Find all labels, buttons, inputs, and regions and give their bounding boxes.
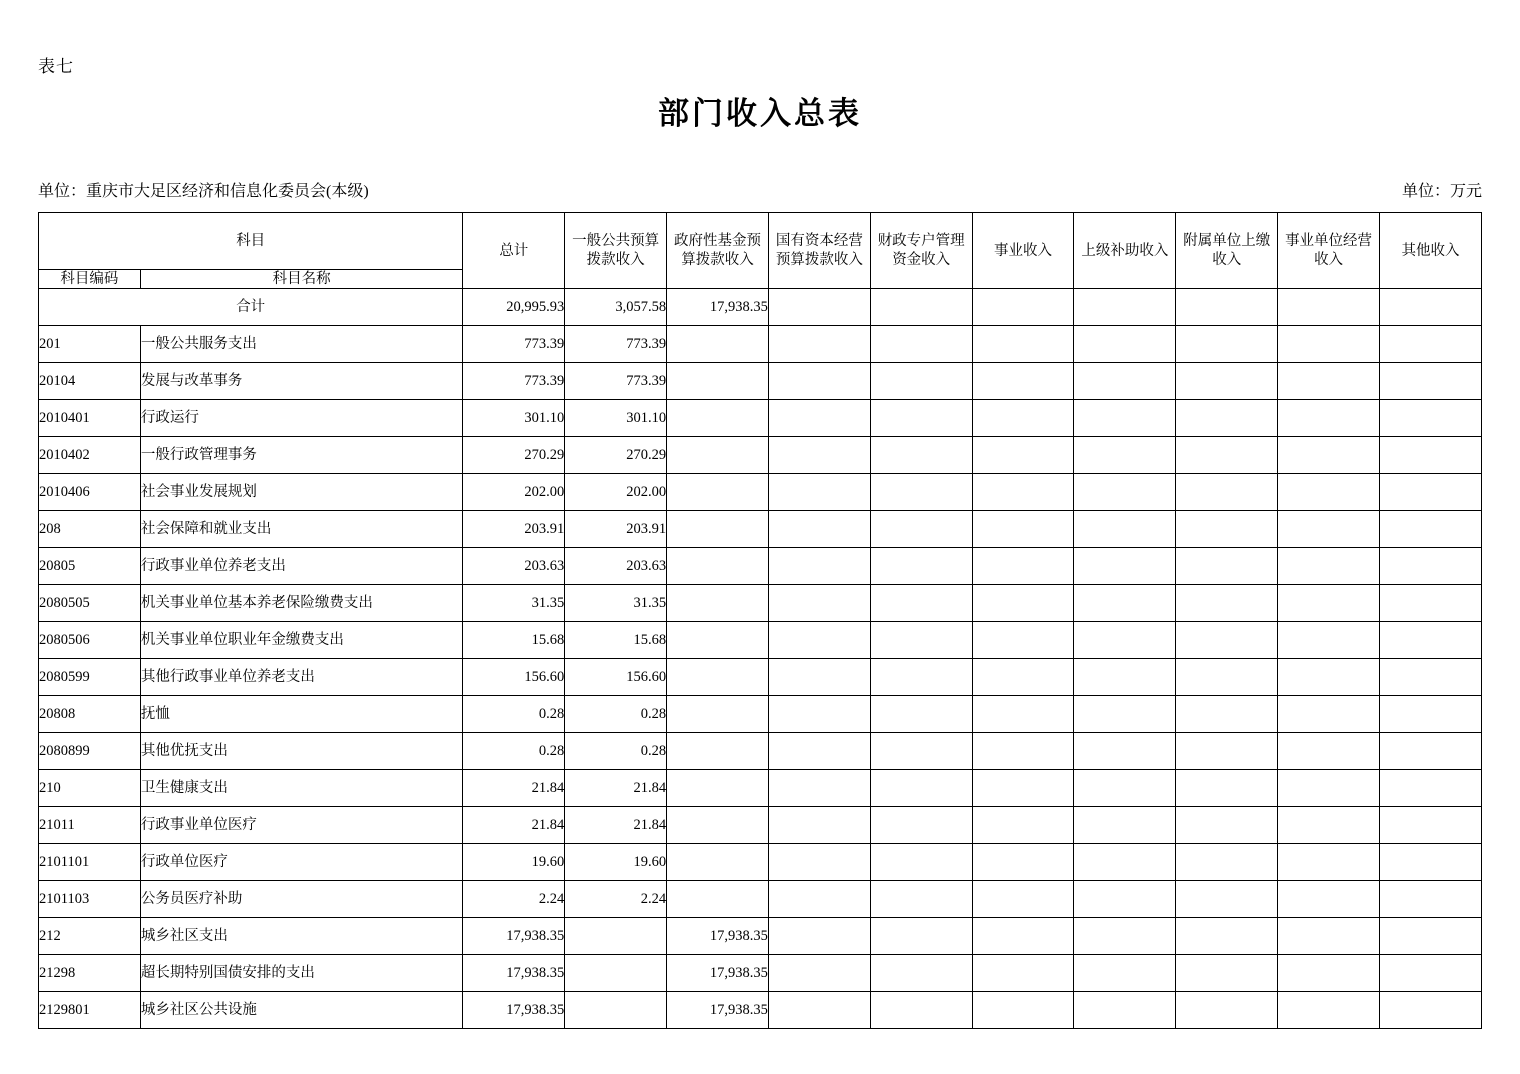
cell-state-capital (768, 511, 870, 548)
table-row (39, 992, 1482, 1029)
cell-subject-code: 2101101 (39, 844, 141, 881)
cell-business-operating (1278, 622, 1380, 659)
table-row (39, 844, 1482, 881)
table-row (39, 733, 1482, 770)
cell-general-budget: 270.29 (565, 437, 667, 474)
cell-total: 203.91 (463, 511, 565, 548)
cell-superior-subsidy (1074, 733, 1176, 770)
cell-affiliated-income (1176, 363, 1278, 400)
cell-subject-name: 城乡社区公共设施 (140, 992, 463, 1029)
cell-state-capital (768, 881, 870, 918)
cell-gov-fund: 17,938.35 (667, 918, 769, 955)
cell-subject-name: 发展与改革事务 (140, 363, 463, 400)
table-row (39, 696, 1482, 733)
cell-general-budget: 0.28 (565, 733, 667, 770)
cell-other-income (1379, 511, 1481, 548)
cell-subject-code: 208 (39, 511, 141, 548)
cell-subject-code: 2080505 (39, 585, 141, 622)
cell-business-operating (1278, 511, 1380, 548)
total-state-capital (768, 289, 870, 326)
table-row (39, 326, 1482, 363)
header-col-general-budget: 一般公共预算拨款收入 (565, 213, 667, 289)
cell-business-operating (1278, 844, 1380, 881)
table-body (39, 289, 1482, 1029)
cell-business-income (972, 400, 1074, 437)
table-row (39, 511, 1482, 548)
cell-other-income (1379, 622, 1481, 659)
cell-gov-fund: 17,938.35 (667, 955, 769, 992)
cell-gov-fund (667, 659, 769, 696)
table-row (39, 881, 1482, 918)
cell-business-income (972, 770, 1074, 807)
cell-business-income (972, 474, 1074, 511)
cell-gov-fund (667, 807, 769, 844)
cell-affiliated-income (1176, 548, 1278, 585)
cell-general-budget: 21.84 (565, 770, 667, 807)
table-row (39, 474, 1482, 511)
cell-subject-name: 机关事业单位基本养老保险缴费支出 (140, 585, 463, 622)
cell-subject-name: 卫生健康支出 (140, 770, 463, 807)
cell-fiscal-account (870, 696, 972, 733)
cell-subject-name: 超长期特别国债安排的支出 (140, 955, 463, 992)
header-col-fiscal-account: 财政专户管理资金收入 (870, 213, 972, 289)
cell-gov-fund (667, 474, 769, 511)
cell-gov-fund (667, 548, 769, 585)
cell-other-income (1379, 992, 1481, 1029)
cell-other-income (1379, 400, 1481, 437)
cell-subject-name: 社会事业发展规划 (140, 474, 463, 511)
total-gov-fund: 17,938.35 (667, 289, 769, 326)
cell-fiscal-account (870, 844, 972, 881)
cell-fiscal-account (870, 363, 972, 400)
cell-state-capital (768, 659, 870, 696)
cell-superior-subsidy (1074, 992, 1176, 1029)
cell-gov-fund (667, 696, 769, 733)
cell-other-income (1379, 844, 1481, 881)
cell-subject-code: 210 (39, 770, 141, 807)
cell-gov-fund (667, 622, 769, 659)
cell-subject-code: 212 (39, 918, 141, 955)
total-label: 合计 (39, 289, 463, 326)
department-unit-label: 单位：重庆市大足区经济和信息化委员会(本级) (38, 183, 369, 200)
cell-business-operating (1278, 770, 1380, 807)
cell-business-operating (1278, 585, 1380, 622)
cell-subject-name: 城乡社区支出 (140, 918, 463, 955)
cell-fiscal-account (870, 437, 972, 474)
cell-subject-code: 2101103 (39, 881, 141, 918)
cell-state-capital (768, 326, 870, 363)
cell-affiliated-income (1176, 622, 1278, 659)
cell-other-income (1379, 437, 1481, 474)
form-number: 表七 (38, 57, 74, 76)
cell-fiscal-account (870, 992, 972, 1029)
cell-affiliated-income (1176, 400, 1278, 437)
table-row (39, 622, 1482, 659)
cell-business-income (972, 733, 1074, 770)
cell-subject-code: 21011 (39, 807, 141, 844)
cell-total: 0.28 (463, 696, 565, 733)
cell-gov-fund (667, 326, 769, 363)
cell-affiliated-income (1176, 992, 1278, 1029)
cell-subject-name: 行政事业单位养老支出 (140, 548, 463, 585)
cell-business-income (972, 844, 1074, 881)
cell-gov-fund (667, 881, 769, 918)
cell-total: 17,938.35 (463, 955, 565, 992)
cell-fiscal-account (870, 659, 972, 696)
meta-row (38, 178, 1482, 202)
cell-total: 15.68 (463, 622, 565, 659)
table-row (39, 400, 1482, 437)
cell-subject-name: 一般公共服务支出 (140, 326, 463, 363)
cell-affiliated-income (1176, 844, 1278, 881)
table-total-row (39, 289, 1482, 326)
cell-affiliated-income (1176, 437, 1278, 474)
cell-affiliated-income (1176, 918, 1278, 955)
cell-subject-name: 公务员医疗补助 (140, 881, 463, 918)
cell-superior-subsidy (1074, 881, 1176, 918)
table-row (39, 548, 1482, 585)
cell-superior-subsidy (1074, 622, 1176, 659)
cell-fiscal-account (870, 770, 972, 807)
cell-subject-code: 20805 (39, 548, 141, 585)
cell-subject-code: 2010406 (39, 474, 141, 511)
cell-business-income (972, 992, 1074, 1029)
cell-subject-name: 行政事业单位医疗 (140, 807, 463, 844)
cell-affiliated-income (1176, 474, 1278, 511)
header-col-state-capital: 国有资本经营预算拨款收入 (768, 213, 870, 289)
cell-general-budget: 2.24 (565, 881, 667, 918)
cell-state-capital (768, 770, 870, 807)
header-subject-group: 科目 (39, 213, 463, 270)
cell-fiscal-account (870, 807, 972, 844)
cell-subject-name: 行政运行 (140, 400, 463, 437)
cell-subject-code: 2080899 (39, 733, 141, 770)
cell-state-capital (768, 585, 870, 622)
cell-business-income (972, 363, 1074, 400)
cell-business-income (972, 585, 1074, 622)
cell-total: 2.24 (463, 881, 565, 918)
cell-subject-name: 机关事业单位职业年金缴费支出 (140, 622, 463, 659)
cell-subject-name: 抚恤 (140, 696, 463, 733)
cell-business-operating (1278, 881, 1380, 918)
total-business-operating (1278, 289, 1380, 326)
table-row (39, 770, 1482, 807)
cell-gov-fund (667, 437, 769, 474)
table-row (39, 363, 1482, 400)
income-summary-table (38, 212, 1482, 1029)
cell-subject-name: 其他优抚支出 (140, 733, 463, 770)
table-row (39, 585, 1482, 622)
cell-total: 270.29 (463, 437, 565, 474)
header-col-business-income: 事业收入 (972, 213, 1074, 289)
cell-state-capital (768, 955, 870, 992)
cell-subject-code: 2010402 (39, 437, 141, 474)
cell-gov-fund (667, 844, 769, 881)
cell-affiliated-income (1176, 955, 1278, 992)
cell-business-operating (1278, 326, 1380, 363)
table-header (39, 213, 1482, 289)
cell-gov-fund: 17,938.35 (667, 992, 769, 1029)
cell-business-income (972, 918, 1074, 955)
table-row (39, 807, 1482, 844)
cell-state-capital (768, 400, 870, 437)
total-superior-subsidy (1074, 289, 1176, 326)
cell-state-capital (768, 733, 870, 770)
cell-subject-code: 20104 (39, 363, 141, 400)
cell-business-operating (1278, 992, 1380, 1029)
cell-other-income (1379, 474, 1481, 511)
cell-total: 31.35 (463, 585, 565, 622)
header-col-other-income: 其他收入 (1379, 213, 1481, 289)
header-col-affiliated-income: 附属单位上缴收入 (1176, 213, 1278, 289)
cell-business-operating (1278, 437, 1380, 474)
cell-fiscal-account (870, 400, 972, 437)
cell-other-income (1379, 733, 1481, 770)
cell-fiscal-account (870, 548, 972, 585)
header-col-name: 科目名称 (140, 270, 463, 289)
cell-subject-code: 21298 (39, 955, 141, 992)
cell-gov-fund (667, 770, 769, 807)
cell-superior-subsidy (1074, 437, 1176, 474)
page-title: 部门收入总表 (658, 96, 862, 131)
cell-superior-subsidy (1074, 955, 1176, 992)
cell-subject-name: 一般行政管理事务 (140, 437, 463, 474)
header-col-gov-fund: 政府性基金预算拨款收入 (667, 213, 769, 289)
cell-affiliated-income (1176, 733, 1278, 770)
cell-general-budget: 19.60 (565, 844, 667, 881)
cell-business-income (972, 511, 1074, 548)
cell-superior-subsidy (1074, 474, 1176, 511)
cell-affiliated-income (1176, 659, 1278, 696)
cell-affiliated-income (1176, 585, 1278, 622)
cell-fiscal-account (870, 881, 972, 918)
cell-other-income (1379, 955, 1481, 992)
cell-business-income (972, 548, 1074, 585)
cell-general-budget: 773.39 (565, 326, 667, 363)
amount-unit-label: 单位：万元 (1401, 183, 1482, 200)
cell-fiscal-account (870, 585, 972, 622)
cell-subject-code: 2080506 (39, 622, 141, 659)
cell-subject-name: 其他行政事业单位养老支出 (140, 659, 463, 696)
cell-superior-subsidy (1074, 548, 1176, 585)
cell-business-operating (1278, 548, 1380, 585)
cell-general-budget (565, 955, 667, 992)
cell-business-operating (1278, 955, 1380, 992)
cell-total: 17,938.35 (463, 918, 565, 955)
cell-state-capital (768, 363, 870, 400)
cell-subject-code: 2010401 (39, 400, 141, 437)
cell-business-operating (1278, 807, 1380, 844)
cell-affiliated-income (1176, 696, 1278, 733)
cell-affiliated-income (1176, 770, 1278, 807)
cell-fiscal-account (870, 955, 972, 992)
cell-business-operating (1278, 363, 1380, 400)
cell-general-budget: 15.68 (565, 622, 667, 659)
cell-other-income (1379, 585, 1481, 622)
cell-fiscal-account (870, 918, 972, 955)
table-row (39, 918, 1482, 955)
table-row (39, 659, 1482, 696)
cell-business-income (972, 696, 1074, 733)
cell-affiliated-income (1176, 807, 1278, 844)
cell-business-income (972, 622, 1074, 659)
cell-gov-fund (667, 511, 769, 548)
cell-business-income (972, 659, 1074, 696)
cell-business-operating (1278, 733, 1380, 770)
cell-state-capital (768, 548, 870, 585)
total-other-income (1379, 289, 1481, 326)
header-col-total: 总计 (463, 213, 565, 289)
total-total: 20,995.93 (463, 289, 565, 326)
cell-business-operating (1278, 659, 1380, 696)
cell-state-capital (768, 918, 870, 955)
cell-superior-subsidy (1074, 363, 1176, 400)
cell-subject-name: 行政单位医疗 (140, 844, 463, 881)
cell-state-capital (768, 474, 870, 511)
cell-total: 156.60 (463, 659, 565, 696)
cell-superior-subsidy (1074, 585, 1176, 622)
cell-business-income (972, 881, 1074, 918)
cell-subject-code: 201 (39, 326, 141, 363)
cell-total: 21.84 (463, 807, 565, 844)
cell-subject-code: 20808 (39, 696, 141, 733)
cell-state-capital (768, 844, 870, 881)
cell-other-income (1379, 696, 1481, 733)
cell-state-capital (768, 437, 870, 474)
cell-state-capital (768, 992, 870, 1029)
cell-superior-subsidy (1074, 696, 1176, 733)
cell-other-income (1379, 548, 1481, 585)
cell-total: 301.10 (463, 400, 565, 437)
cell-business-income (972, 437, 1074, 474)
cell-other-income (1379, 807, 1481, 844)
cell-total: 773.39 (463, 363, 565, 400)
cell-business-operating (1278, 918, 1380, 955)
cell-general-budget: 0.28 (565, 696, 667, 733)
cell-gov-fund (667, 400, 769, 437)
cell-superior-subsidy (1074, 659, 1176, 696)
cell-total: 21.84 (463, 770, 565, 807)
cell-other-income (1379, 326, 1481, 363)
cell-general-budget: 156.60 (565, 659, 667, 696)
cell-fiscal-account (870, 511, 972, 548)
cell-subject-code: 2129801 (39, 992, 141, 1029)
cell-general-budget: 31.35 (565, 585, 667, 622)
cell-fiscal-account (870, 326, 972, 363)
cell-subject-code: 2080599 (39, 659, 141, 696)
cell-superior-subsidy (1074, 844, 1176, 881)
cell-other-income (1379, 918, 1481, 955)
header-col-superior-subsidy: 上级补助收入 (1074, 213, 1176, 289)
total-business-income (972, 289, 1074, 326)
cell-general-budget: 203.63 (565, 548, 667, 585)
cell-business-income (972, 326, 1074, 363)
cell-superior-subsidy (1074, 770, 1176, 807)
cell-state-capital (768, 807, 870, 844)
cell-business-operating (1278, 400, 1380, 437)
header-col-business-operating: 事业单位经营收入 (1278, 213, 1380, 289)
cell-fiscal-account (870, 622, 972, 659)
cell-affiliated-income (1176, 511, 1278, 548)
cell-general-budget: 203.91 (565, 511, 667, 548)
cell-general-budget (565, 918, 667, 955)
cell-gov-fund (667, 363, 769, 400)
cell-fiscal-account (870, 733, 972, 770)
cell-general-budget: 301.10 (565, 400, 667, 437)
cell-affiliated-income (1176, 881, 1278, 918)
cell-total: 773.39 (463, 326, 565, 363)
total-general-budget: 3,057.58 (565, 289, 667, 326)
total-affiliated-income (1176, 289, 1278, 326)
cell-business-operating (1278, 696, 1380, 733)
cell-total: 0.28 (463, 733, 565, 770)
cell-other-income (1379, 659, 1481, 696)
cell-general-budget (565, 992, 667, 1029)
cell-gov-fund (667, 585, 769, 622)
cell-business-income (972, 955, 1074, 992)
cell-business-operating (1278, 474, 1380, 511)
cell-superior-subsidy (1074, 326, 1176, 363)
cell-business-income (972, 807, 1074, 844)
table-row (39, 955, 1482, 992)
cell-general-budget: 202.00 (565, 474, 667, 511)
cell-fiscal-account (870, 474, 972, 511)
cell-total: 202.00 (463, 474, 565, 511)
cell-affiliated-income (1176, 326, 1278, 363)
cell-superior-subsidy (1074, 918, 1176, 955)
total-fiscal-account (870, 289, 972, 326)
cell-other-income (1379, 363, 1481, 400)
table-row (39, 437, 1482, 474)
cell-subject-name: 社会保障和就业支出 (140, 511, 463, 548)
cell-general-budget: 21.84 (565, 807, 667, 844)
cell-superior-subsidy (1074, 807, 1176, 844)
cell-other-income (1379, 881, 1481, 918)
cell-total: 17,938.35 (463, 992, 565, 1029)
cell-total: 19.60 (463, 844, 565, 881)
header-col-code: 科目编码 (39, 270, 141, 289)
cell-gov-fund (667, 733, 769, 770)
cell-general-budget: 773.39 (565, 363, 667, 400)
cell-superior-subsidy (1074, 511, 1176, 548)
cell-other-income (1379, 770, 1481, 807)
table-header-row-1 (39, 213, 1482, 270)
cell-state-capital (768, 622, 870, 659)
cell-superior-subsidy (1074, 400, 1176, 437)
cell-total: 203.63 (463, 548, 565, 585)
cell-state-capital (768, 696, 870, 733)
